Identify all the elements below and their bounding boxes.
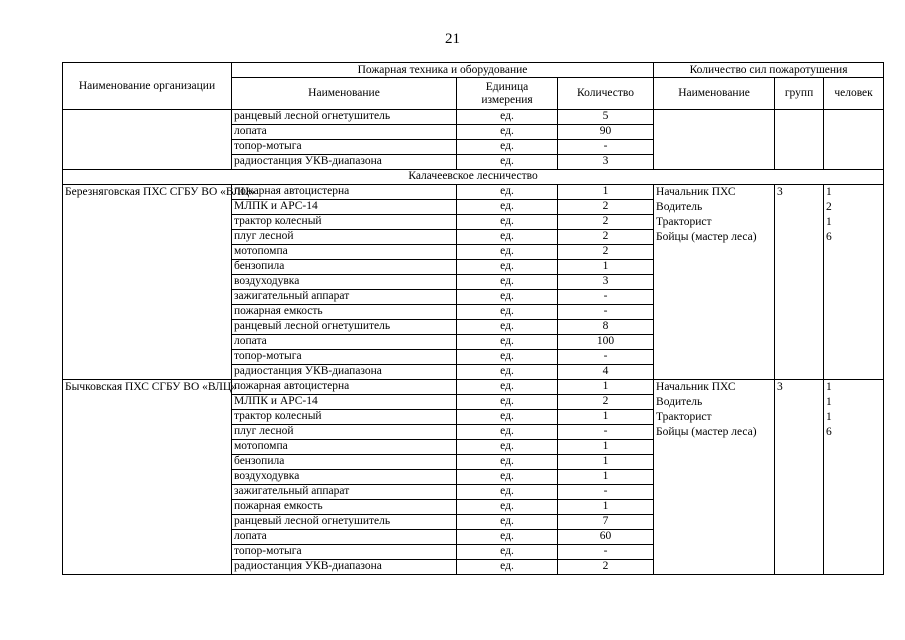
equipment-name-cell: трактор колесный xyxy=(232,215,457,230)
quantity-cell: 3 xyxy=(558,275,654,290)
quantity-cell: 3 xyxy=(558,155,654,170)
groups-cell-empty xyxy=(775,110,824,170)
equipment-name-cell: радиостанция УКВ-диапазона xyxy=(232,155,457,170)
unit-cell: ед. xyxy=(457,380,558,395)
staff-role: Бойцы (мастер леса) xyxy=(656,426,757,438)
equipment-name-cell: трактор колесный xyxy=(232,410,457,425)
equipment-name-cell: бензопила xyxy=(232,260,457,275)
quantity-cell: 8 xyxy=(558,320,654,335)
equipment-name-cell: мотопомпа xyxy=(232,245,457,260)
staff-role: Бойцы (мастер леса) xyxy=(656,231,757,243)
fire-resources-table xyxy=(62,62,884,575)
quantity-cell: - xyxy=(558,425,654,440)
quantity-cell: 1 xyxy=(558,185,654,200)
unit-cell: ед. xyxy=(457,410,558,425)
staff-role: Начальник ПХС xyxy=(656,381,736,393)
unit-cell: ед. xyxy=(457,425,558,440)
header-org: Наименование организации xyxy=(63,63,232,110)
org-cell-empty xyxy=(63,110,232,170)
unit-cell: ед. xyxy=(457,155,558,170)
unit-cell: ед. xyxy=(457,545,558,560)
quantity-cell: 1 xyxy=(558,455,654,470)
quantity-cell: 2 xyxy=(558,215,654,230)
equipment-name-cell: воздуходувка xyxy=(232,470,457,485)
org-name-cell: Березняговская ПХС СГБУ ВО «ВЛЦ» xyxy=(63,185,232,380)
equipment-name-cell: ранцевый лесной огнетушитель xyxy=(232,515,457,530)
equipment-name-cell: ранцевый лесной огнетушитель xyxy=(232,320,457,335)
header-equipment-name: Наименование xyxy=(232,78,457,110)
unit-cell: ед. xyxy=(457,305,558,320)
unit-cell: ед. xyxy=(457,200,558,215)
equipment-name-cell: воздуходувка xyxy=(232,275,457,290)
unit-cell: ед. xyxy=(457,395,558,410)
equipment-name-cell: радиостанция УКВ-диапазона xyxy=(232,560,457,575)
header-quantity: Количество xyxy=(558,78,654,110)
unit-cell: ед. xyxy=(457,515,558,530)
staff-role: Водитель xyxy=(656,201,703,213)
quantity-cell: 7 xyxy=(558,515,654,530)
quantity-cell: - xyxy=(558,350,654,365)
unit-cell: ед. xyxy=(457,350,558,365)
staff-role: Тракторист xyxy=(656,216,712,228)
quantity-cell: 5 xyxy=(558,110,654,125)
groups-value: 3 xyxy=(777,381,783,393)
equipment-name-cell: плуг лесной xyxy=(232,425,457,440)
unit-cell: ед. xyxy=(457,320,558,335)
staff-count: 1 xyxy=(826,411,832,423)
unit-cell: ед. xyxy=(457,275,558,290)
unit-cell: ед. xyxy=(457,455,558,470)
people-cell-empty xyxy=(824,110,884,170)
equipment-name-cell: плуг лесной xyxy=(232,230,457,245)
equipment-name-cell: мотопомпа xyxy=(232,440,457,455)
quantity-cell: 2 xyxy=(558,395,654,410)
quantity-cell: 1 xyxy=(558,500,654,515)
quantity-cell: 2 xyxy=(558,230,654,245)
quantity-cell: 1 xyxy=(558,470,654,485)
staff-role: Водитель xyxy=(656,396,703,408)
unit-cell: ед. xyxy=(457,365,558,380)
unit-cell: ед. xyxy=(457,500,558,515)
equipment-name-cell: пожарная емкость xyxy=(232,305,457,320)
quantity-cell: 90 xyxy=(558,125,654,140)
staff-role: Тракторист xyxy=(656,411,712,423)
equipment-name-cell: бензопила xyxy=(232,455,457,470)
quantity-cell: 2 xyxy=(558,560,654,575)
equipment-name-cell: лопата xyxy=(232,530,457,545)
groups-cell xyxy=(775,185,824,380)
unit-cell: ед. xyxy=(457,245,558,260)
staff-roles-cell xyxy=(654,380,775,575)
staff-role: Начальник ПХС xyxy=(656,186,736,198)
quantity-cell: 1 xyxy=(558,380,654,395)
header-forces-group: Количество сил пожаротушения xyxy=(654,63,884,78)
quantity-cell: - xyxy=(558,290,654,305)
equipment-name-cell: лопата xyxy=(232,125,457,140)
quantity-cell: - xyxy=(558,485,654,500)
staff-count: 6 xyxy=(826,231,832,243)
quantity-cell: - xyxy=(558,140,654,155)
equipment-name-cell: лопата xyxy=(232,335,457,350)
equipment-name-cell: топор-мотыга xyxy=(232,545,457,560)
unit-cell: ед. xyxy=(457,470,558,485)
equipment-name-cell: пожарная емкость xyxy=(232,500,457,515)
equipment-name-cell: МЛПК и АРС-14 xyxy=(232,395,457,410)
quantity-cell: 2 xyxy=(558,245,654,260)
unit-cell: ед. xyxy=(457,485,558,500)
table-row xyxy=(63,380,884,395)
header-unit: Единица измерения xyxy=(457,78,558,110)
unit-cell: ед. xyxy=(457,185,558,200)
page-number: 21 xyxy=(445,31,460,47)
header-staff-name: Наименование xyxy=(654,78,775,110)
staff-count: 6 xyxy=(826,426,832,438)
equipment-name-cell: топор-мотыга xyxy=(232,350,457,365)
unit-cell: ед. xyxy=(457,110,558,125)
unit-cell: ед. xyxy=(457,230,558,245)
staff-count: 1 xyxy=(826,186,832,198)
unit-cell: ед. xyxy=(457,530,558,545)
table-row xyxy=(63,110,884,125)
quantity-cell: 1 xyxy=(558,410,654,425)
unit-cell: ед. xyxy=(457,440,558,455)
equipment-name-cell: топор-мотыга xyxy=(232,140,457,155)
unit-cell: ед. xyxy=(457,140,558,155)
table-body xyxy=(63,110,884,575)
header-equipment-group: Пожарная техника и оборудование xyxy=(232,63,654,78)
staff-count: 1 xyxy=(826,396,832,408)
groups-value: 3 xyxy=(777,186,783,198)
quantity-cell: - xyxy=(558,545,654,560)
unit-cell: ед. xyxy=(457,335,558,350)
table-row xyxy=(63,185,884,200)
quantity-cell: 2 xyxy=(558,200,654,215)
staff-count: 2 xyxy=(826,201,832,213)
quantity-cell: 1 xyxy=(558,440,654,455)
org-name-cell: Бычковская ПХС СГБУ ВО «ВЛЦ» xyxy=(63,380,232,575)
people-counts-cell xyxy=(824,185,884,380)
equipment-name-cell: МЛПК и АРС-14 xyxy=(232,200,457,215)
section-row xyxy=(63,170,884,185)
quantity-cell: - xyxy=(558,305,654,320)
equipment-name-cell: зажигательный аппарат xyxy=(232,485,457,500)
header-groups: групп xyxy=(775,78,824,110)
staff-name-cell-empty xyxy=(654,110,775,170)
quantity-cell: 60 xyxy=(558,530,654,545)
unit-cell: ед. xyxy=(457,290,558,305)
unit-cell: ед. xyxy=(457,260,558,275)
equipment-name-cell: ранцевый лесной огнетушитель xyxy=(232,110,457,125)
staff-count: 1 xyxy=(826,381,832,393)
quantity-cell: 4 xyxy=(558,365,654,380)
equipment-name-cell: зажигательный аппарат xyxy=(232,290,457,305)
header-people: человек xyxy=(824,78,884,110)
equipment-name-cell: пожарная автоцистерна xyxy=(232,185,457,200)
unit-cell: ед. xyxy=(457,125,558,140)
equipment-name-cell: радиостанция УКВ-диапазона xyxy=(232,365,457,380)
quantity-cell: 100 xyxy=(558,335,654,350)
unit-cell: ед. xyxy=(457,215,558,230)
equipment-name-cell: пожарная автоцистерна xyxy=(232,380,457,395)
section-title: Калачеевское лесничество xyxy=(63,170,884,185)
quantity-cell: 1 xyxy=(558,260,654,275)
unit-cell: ед. xyxy=(457,560,558,575)
staff-roles-cell xyxy=(654,185,775,380)
groups-cell xyxy=(775,380,824,575)
staff-count: 1 xyxy=(826,216,832,228)
people-counts-cell xyxy=(824,380,884,575)
